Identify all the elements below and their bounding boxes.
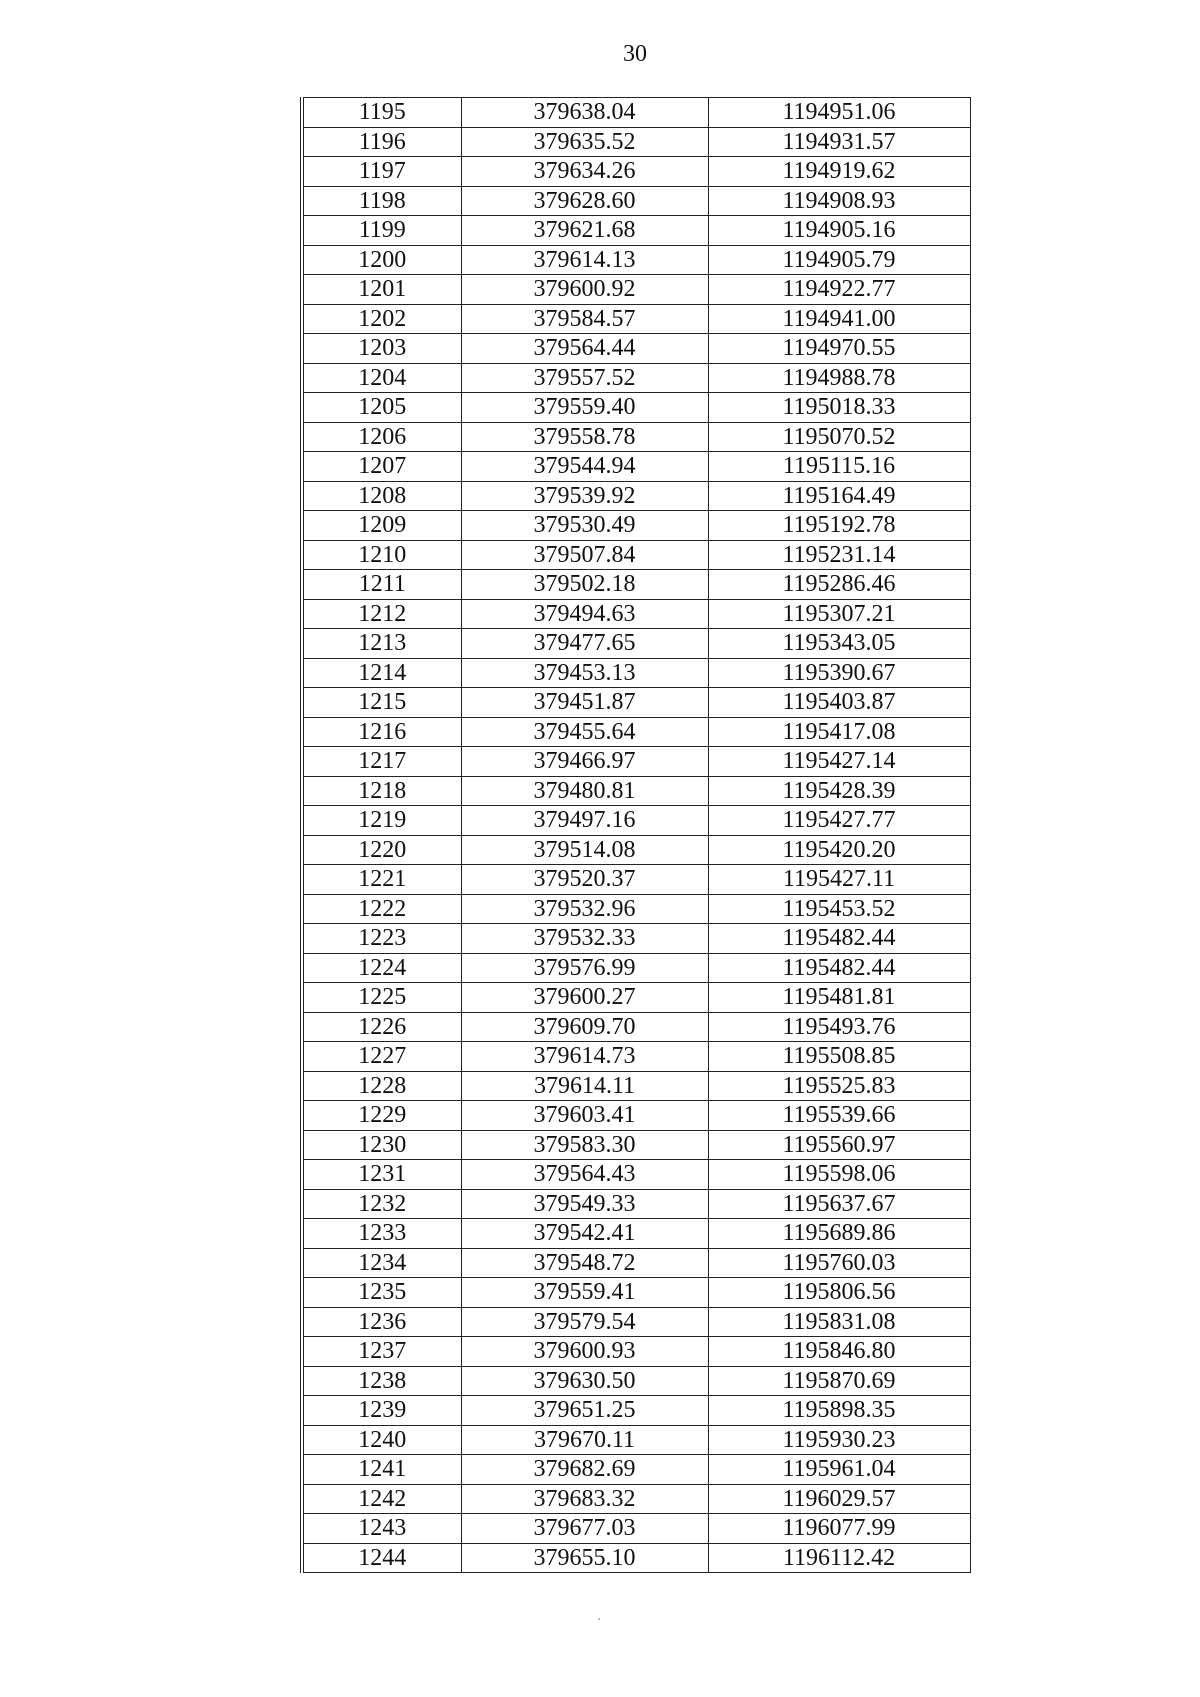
point-number-cell: 1216 [302, 717, 461, 747]
x-coordinate-cell: 379455.64 [461, 717, 708, 747]
point-number-cell: 1232 [302, 1189, 461, 1219]
x-coordinate-cell: 379559.40 [461, 393, 708, 423]
table-row [302, 1366, 970, 1396]
table-row [302, 363, 970, 393]
x-coordinate-cell: 379651.25 [461, 1396, 708, 1426]
y-coordinate-cell: 1196112.42 [708, 1543, 970, 1573]
table-row [302, 570, 970, 600]
y-coordinate-cell: 1195070.52 [708, 422, 970, 452]
x-coordinate-cell: 379497.16 [461, 806, 708, 836]
table-row [302, 865, 970, 895]
y-coordinate-cell: 1195390.67 [708, 658, 970, 688]
point-number-cell: 1203 [302, 334, 461, 364]
y-coordinate-cell: 1194922.77 [708, 275, 970, 305]
y-coordinate-cell: 1195689.86 [708, 1219, 970, 1249]
y-coordinate-cell: 1195420.20 [708, 835, 970, 865]
x-coordinate-cell: 379621.68 [461, 216, 708, 246]
x-coordinate-cell: 379532.33 [461, 924, 708, 954]
y-coordinate-cell: 1196029.57 [708, 1484, 970, 1514]
y-coordinate-cell: 1195403.87 [708, 688, 970, 718]
table-row [302, 334, 970, 364]
y-coordinate-cell: 1195018.33 [708, 393, 970, 423]
point-number-cell: 1240 [302, 1425, 461, 1455]
x-coordinate-cell: 379635.52 [461, 127, 708, 157]
x-coordinate-cell: 379600.92 [461, 275, 708, 305]
y-coordinate-cell: 1195427.14 [708, 747, 970, 777]
x-coordinate-cell: 379520.37 [461, 865, 708, 895]
y-coordinate-cell: 1195831.08 [708, 1307, 970, 1337]
table-row [302, 1543, 970, 1573]
point-number-cell: 1206 [302, 422, 461, 452]
x-coordinate-cell: 379558.78 [461, 422, 708, 452]
x-coordinate-cell: 379451.87 [461, 688, 708, 718]
point-number-cell: 1236 [302, 1307, 461, 1337]
table-row [302, 1101, 970, 1131]
table-row [302, 717, 970, 747]
table-row [302, 688, 970, 718]
x-coordinate-cell: 379600.27 [461, 983, 708, 1013]
point-number-cell: 1231 [302, 1160, 461, 1190]
table-row [302, 1219, 970, 1249]
x-coordinate-cell: 379683.32 [461, 1484, 708, 1514]
table-row [302, 983, 970, 1013]
y-coordinate-cell: 1195164.49 [708, 481, 970, 511]
scan-speck [598, 1618, 600, 1620]
table-row [302, 1071, 970, 1101]
table-row [302, 1455, 970, 1485]
table-row [302, 393, 970, 423]
x-coordinate-cell: 379542.41 [461, 1219, 708, 1249]
table-row [302, 1337, 970, 1367]
point-number-cell: 1223 [302, 924, 461, 954]
y-coordinate-cell: 1195560.97 [708, 1130, 970, 1160]
x-coordinate-cell: 379559.41 [461, 1278, 708, 1308]
point-number-cell: 1220 [302, 835, 461, 865]
table-row [302, 481, 970, 511]
x-coordinate-cell: 379628.60 [461, 186, 708, 216]
x-coordinate-cell: 379630.50 [461, 1366, 708, 1396]
x-coordinate-cell: 379564.43 [461, 1160, 708, 1190]
y-coordinate-cell: 1195427.11 [708, 865, 970, 895]
point-number-cell: 1241 [302, 1455, 461, 1485]
x-coordinate-cell: 379579.54 [461, 1307, 708, 1337]
point-number-cell: 1212 [302, 599, 461, 629]
table-row [302, 1012, 970, 1042]
y-coordinate-cell: 1195192.78 [708, 511, 970, 541]
y-coordinate-cell: 1194908.93 [708, 186, 970, 216]
point-number-cell: 1227 [302, 1042, 461, 1072]
y-coordinate-cell: 1195525.83 [708, 1071, 970, 1101]
table-row [302, 540, 970, 570]
x-coordinate-cell: 379614.73 [461, 1042, 708, 1072]
point-number-cell: 1211 [302, 570, 461, 600]
y-coordinate-cell: 1194988.78 [708, 363, 970, 393]
point-number-cell: 1234 [302, 1248, 461, 1278]
table-row [302, 599, 970, 629]
point-number-cell: 1205 [302, 393, 461, 423]
table-row [302, 1160, 970, 1190]
table-body [302, 98, 970, 1573]
table-row [302, 275, 970, 305]
point-number-cell: 1201 [302, 275, 461, 305]
y-coordinate-cell: 1194970.55 [708, 334, 970, 364]
table-row [302, 98, 970, 128]
table-row [302, 1514, 970, 1544]
table-row [302, 1189, 970, 1219]
y-coordinate-cell: 1195930.23 [708, 1425, 970, 1455]
point-number-cell: 1200 [302, 245, 461, 275]
y-coordinate-cell: 1195453.52 [708, 894, 970, 924]
x-coordinate-cell: 379564.44 [461, 334, 708, 364]
y-coordinate-cell: 1195231.14 [708, 540, 970, 570]
x-coordinate-cell: 379670.11 [461, 1425, 708, 1455]
point-number-cell: 1237 [302, 1337, 461, 1367]
y-coordinate-cell: 1195539.66 [708, 1101, 970, 1131]
x-coordinate-cell: 379544.94 [461, 452, 708, 482]
point-number-cell: 1222 [302, 894, 461, 924]
y-coordinate-cell: 1194931.57 [708, 127, 970, 157]
y-coordinate-cell: 1195428.39 [708, 776, 970, 806]
y-coordinate-cell: 1194951.06 [708, 98, 970, 128]
table-row [302, 452, 970, 482]
x-coordinate-cell: 379548.72 [461, 1248, 708, 1278]
y-coordinate-cell: 1195417.08 [708, 717, 970, 747]
point-number-cell: 1219 [302, 806, 461, 836]
table-row [302, 747, 970, 777]
y-coordinate-cell: 1195115.16 [708, 452, 970, 482]
y-coordinate-cell: 1195427.77 [708, 806, 970, 836]
page-number: 30 [623, 41, 647, 67]
point-number-cell: 1199 [302, 216, 461, 246]
point-number-cell: 1197 [302, 157, 461, 187]
point-number-cell: 1224 [302, 953, 461, 983]
x-coordinate-cell: 379480.81 [461, 776, 708, 806]
point-number-cell: 1214 [302, 658, 461, 688]
table-row [302, 186, 970, 216]
point-number-cell: 1239 [302, 1396, 461, 1426]
x-coordinate-cell: 379453.13 [461, 658, 708, 688]
x-coordinate-cell: 379494.63 [461, 599, 708, 629]
table-row [302, 1307, 970, 1337]
table-row [302, 1396, 970, 1426]
table-row [302, 1042, 970, 1072]
x-coordinate-cell: 379638.04 [461, 98, 708, 128]
table-row [302, 1484, 970, 1514]
table-row [302, 924, 970, 954]
y-coordinate-cell: 1195482.44 [708, 953, 970, 983]
point-number-cell: 1244 [302, 1543, 461, 1573]
point-number-cell: 1226 [302, 1012, 461, 1042]
y-coordinate-cell: 1195870.69 [708, 1366, 970, 1396]
point-number-cell: 1238 [302, 1366, 461, 1396]
table-row [302, 953, 970, 983]
x-coordinate-cell: 379549.33 [461, 1189, 708, 1219]
point-number-cell: 1229 [302, 1101, 461, 1131]
table-row [302, 894, 970, 924]
y-coordinate-cell: 1195481.81 [708, 983, 970, 1013]
y-coordinate-cell: 1195482.44 [708, 924, 970, 954]
y-coordinate-cell: 1195846.80 [708, 1337, 970, 1367]
y-coordinate-cell: 1195493.76 [708, 1012, 970, 1042]
point-number-cell: 1230 [302, 1130, 461, 1160]
x-coordinate-cell: 379603.41 [461, 1101, 708, 1131]
x-coordinate-cell: 379576.99 [461, 953, 708, 983]
y-coordinate-cell: 1195286.46 [708, 570, 970, 600]
table-row [302, 1425, 970, 1455]
point-number-cell: 1215 [302, 688, 461, 718]
table-row [302, 304, 970, 334]
x-coordinate-cell: 379614.11 [461, 1071, 708, 1101]
point-number-cell: 1210 [302, 540, 461, 570]
point-number-cell: 1208 [302, 481, 461, 511]
y-coordinate-cell: 1195343.05 [708, 629, 970, 659]
x-coordinate-cell: 379677.03 [461, 1514, 708, 1544]
table-row [302, 245, 970, 275]
table-row [302, 776, 970, 806]
coordinates-table [300, 97, 971, 1573]
x-coordinate-cell: 379514.08 [461, 835, 708, 865]
x-coordinate-cell: 379530.49 [461, 511, 708, 541]
point-number-cell: 1207 [302, 452, 461, 482]
table-row [302, 1248, 970, 1278]
point-number-cell: 1243 [302, 1514, 461, 1544]
x-coordinate-cell: 379583.30 [461, 1130, 708, 1160]
point-number-cell: 1242 [302, 1484, 461, 1514]
y-coordinate-cell: 1195961.04 [708, 1455, 970, 1485]
x-coordinate-cell: 379584.57 [461, 304, 708, 334]
y-coordinate-cell: 1195760.03 [708, 1248, 970, 1278]
x-coordinate-cell: 379502.18 [461, 570, 708, 600]
y-coordinate-cell: 1195637.67 [708, 1189, 970, 1219]
point-number-cell: 1195 [302, 98, 461, 128]
y-coordinate-cell: 1194941.00 [708, 304, 970, 334]
point-number-cell: 1204 [302, 363, 461, 393]
x-coordinate-cell: 379507.84 [461, 540, 708, 570]
y-coordinate-cell: 1194905.16 [708, 216, 970, 246]
table-row [302, 422, 970, 452]
x-coordinate-cell: 379682.69 [461, 1455, 708, 1485]
point-number-cell: 1202 [302, 304, 461, 334]
y-coordinate-cell: 1195307.21 [708, 599, 970, 629]
y-coordinate-cell: 1194905.79 [708, 245, 970, 275]
table-row [302, 1130, 970, 1160]
point-number-cell: 1225 [302, 983, 461, 1013]
table-row [302, 216, 970, 246]
point-number-cell: 1228 [302, 1071, 461, 1101]
point-number-cell: 1198 [302, 186, 461, 216]
point-number-cell: 1233 [302, 1219, 461, 1249]
table-row [302, 511, 970, 541]
x-coordinate-cell: 379477.65 [461, 629, 708, 659]
y-coordinate-cell: 1195508.85 [708, 1042, 970, 1072]
table-row [302, 127, 970, 157]
x-coordinate-cell: 379655.10 [461, 1543, 708, 1573]
x-coordinate-cell: 379539.92 [461, 481, 708, 511]
point-number-cell: 1221 [302, 865, 461, 895]
table-row [302, 629, 970, 659]
y-coordinate-cell: 1195598.06 [708, 1160, 970, 1190]
x-coordinate-cell: 379609.70 [461, 1012, 708, 1042]
y-coordinate-cell: 1194919.62 [708, 157, 970, 187]
table-row [302, 835, 970, 865]
table-row [302, 806, 970, 836]
y-coordinate-cell: 1195898.35 [708, 1396, 970, 1426]
x-coordinate-cell: 379600.93 [461, 1337, 708, 1367]
table-row [302, 658, 970, 688]
point-number-cell: 1213 [302, 629, 461, 659]
x-coordinate-cell: 379634.26 [461, 157, 708, 187]
point-number-cell: 1217 [302, 747, 461, 777]
table-row [302, 157, 970, 187]
x-coordinate-cell: 379557.52 [461, 363, 708, 393]
point-number-cell: 1235 [302, 1278, 461, 1308]
y-coordinate-cell: 1196077.99 [708, 1514, 970, 1544]
point-number-cell: 1209 [302, 511, 461, 541]
point-number-cell: 1218 [302, 776, 461, 806]
x-coordinate-cell: 379614.13 [461, 245, 708, 275]
x-coordinate-cell: 379466.97 [461, 747, 708, 777]
table-row [302, 1278, 970, 1308]
point-number-cell: 1196 [302, 127, 461, 157]
x-coordinate-cell: 379532.96 [461, 894, 708, 924]
y-coordinate-cell: 1195806.56 [708, 1278, 970, 1308]
